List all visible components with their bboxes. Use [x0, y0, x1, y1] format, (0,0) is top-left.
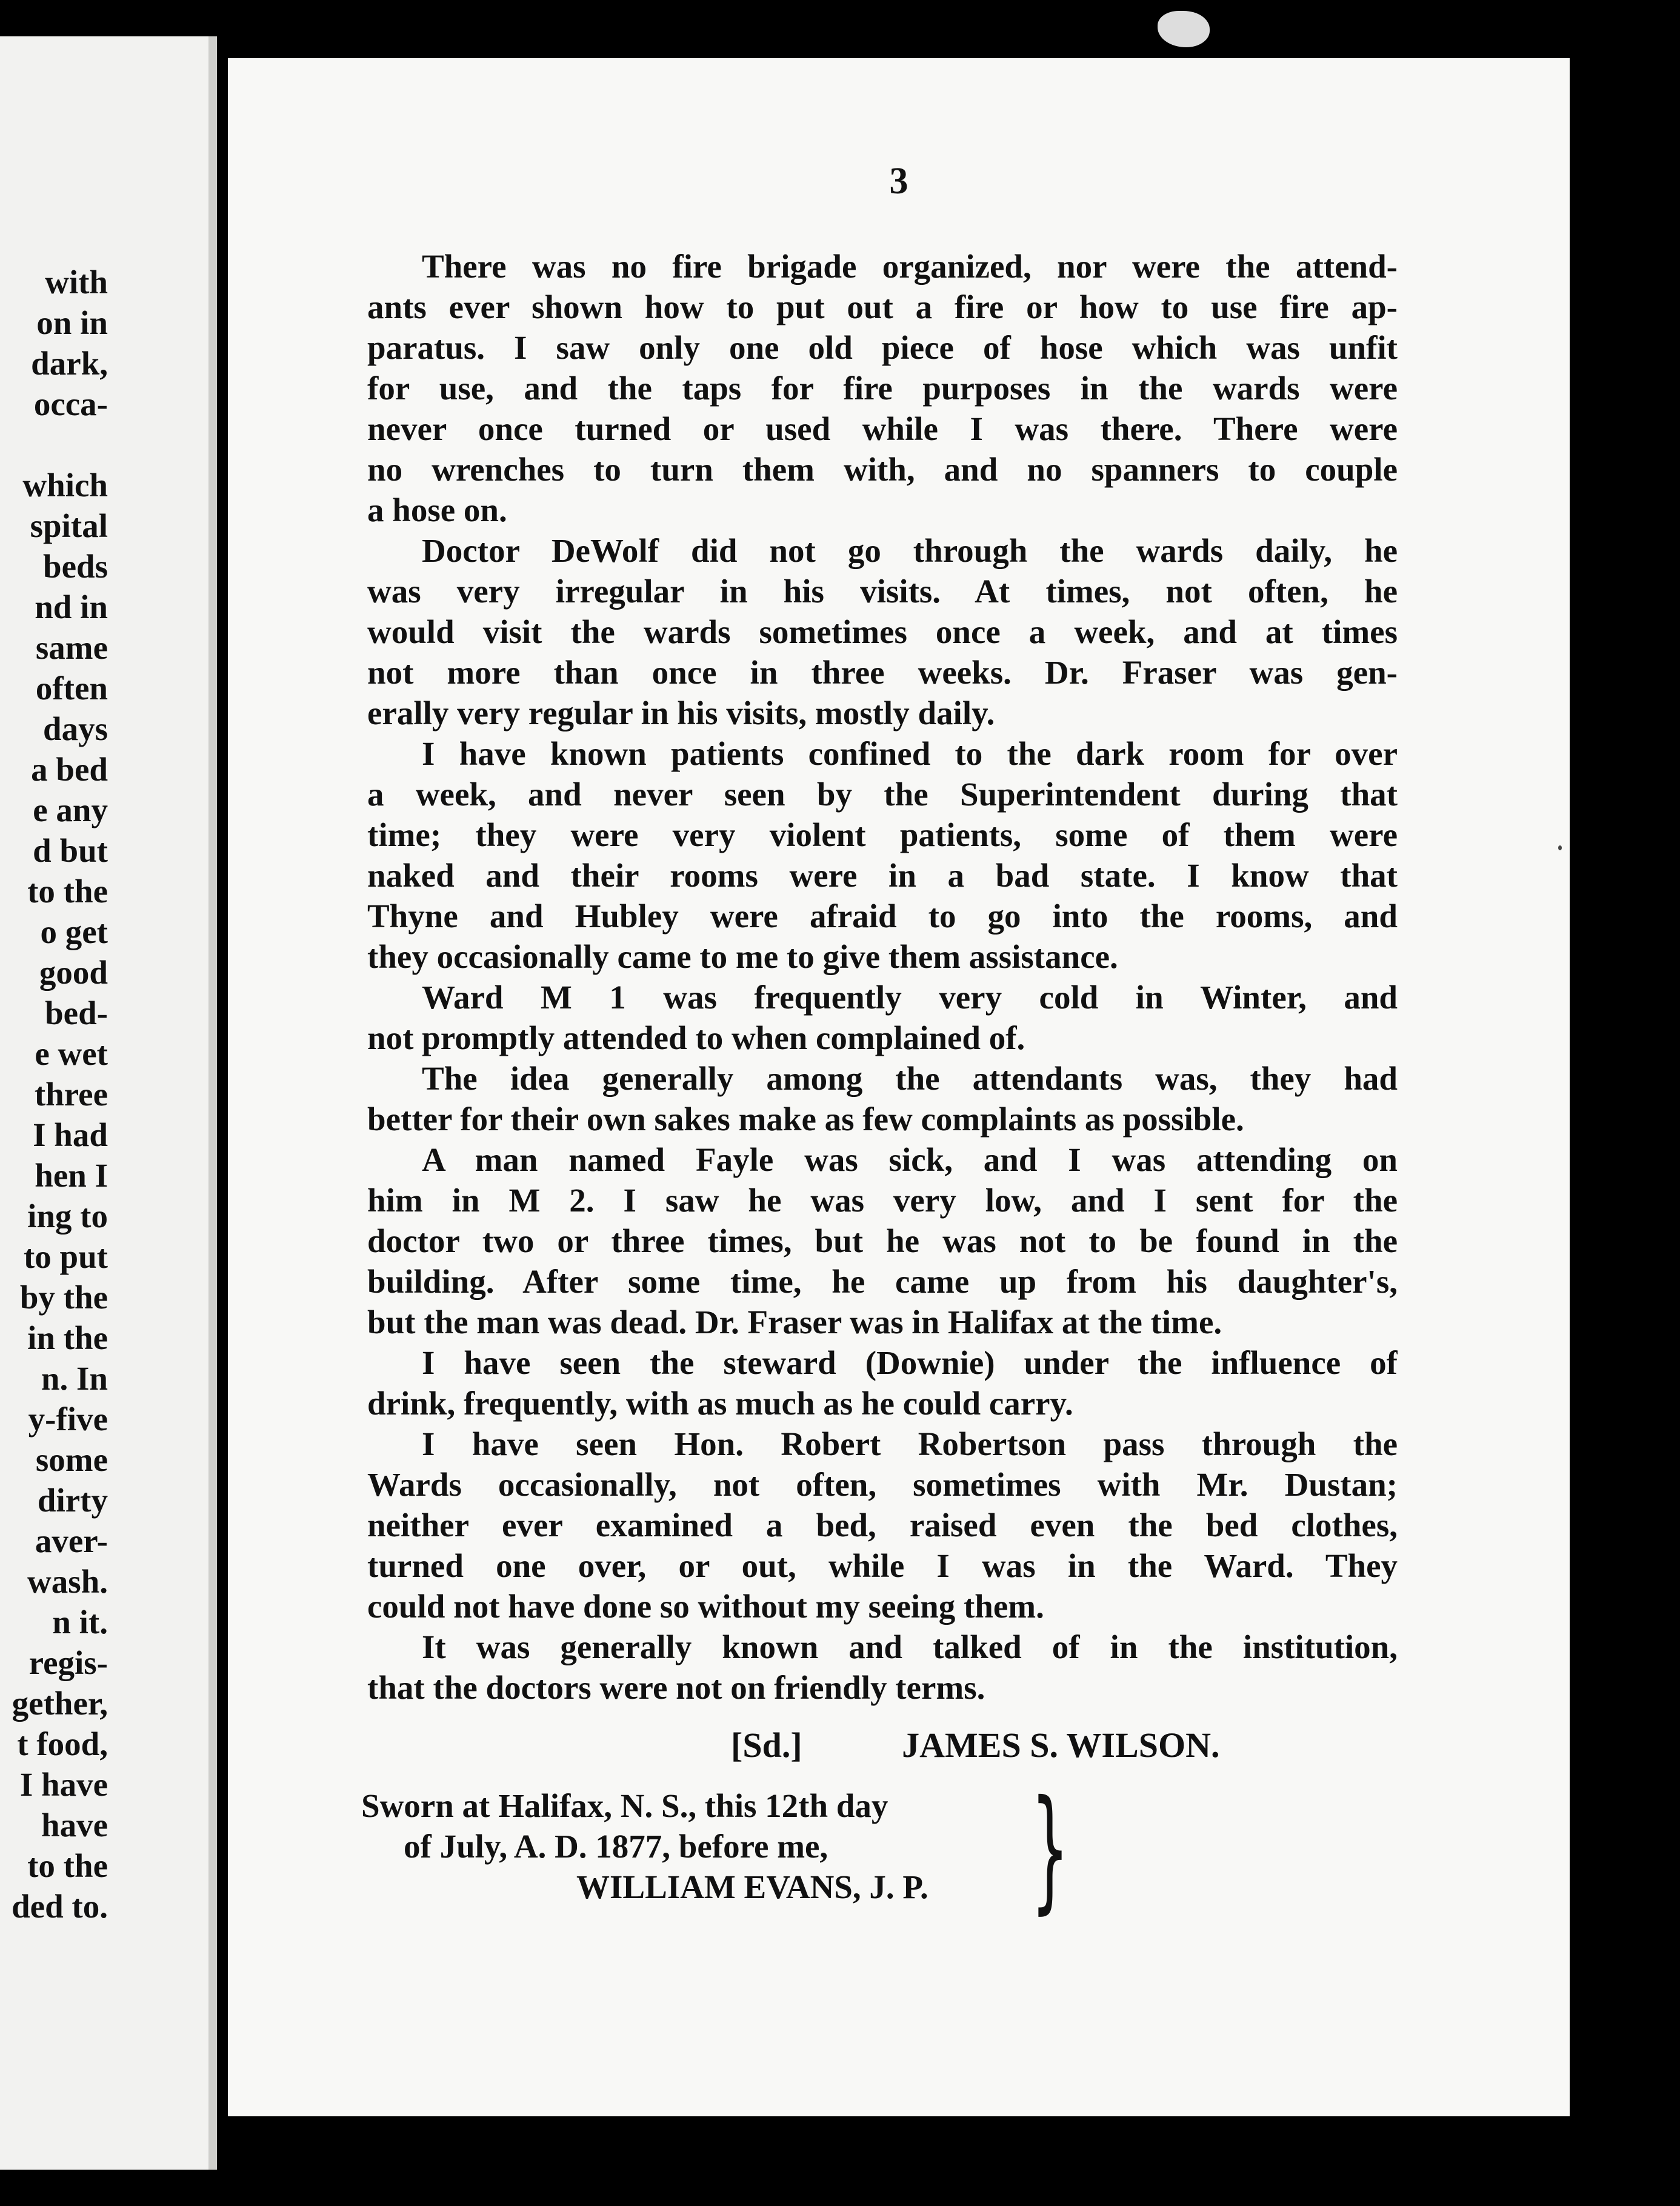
ink-blot [1158, 11, 1210, 47]
text-line: but the man was dead. Dr. Fraser was in Halifax at the time. [367, 1304, 1222, 1341]
previous-page-line: in the [27, 1319, 108, 1356]
previous-page-line: o get [40, 913, 108, 950]
text-line: turned one over, or out, while I was in the Ward. They [367, 1547, 1398, 1584]
text-line: time; they were very violent patients, some of them were [367, 816, 1398, 853]
previous-page-line: I had [33, 1116, 108, 1153]
text-line: Ward M 1 was frequently very cold in Winter, and [422, 979, 1398, 1016]
previous-page-line: spital [30, 507, 108, 544]
previous-page-line: a bed [31, 751, 108, 788]
text-line: not more than once in three weeks. Dr. Fraser was gen- [367, 654, 1398, 691]
previous-page-strip [0, 36, 217, 2170]
previous-page-line: bed- [45, 995, 108, 1031]
signatory-name: JAMES S. WILSON. [902, 1725, 1220, 1765]
previous-page-line: by the [19, 1279, 108, 1316]
text-line: Wards occasionally, not often, sometimes with Mr. Dustan; [367, 1466, 1398, 1503]
text-line: a hose on. [367, 492, 507, 528]
page-fold-shadow [208, 36, 217, 2170]
text-line: drink, frequently, with as much as he could carry. [367, 1385, 1073, 1422]
page [228, 58, 1570, 2116]
sworn-line-3: WILLIAM EVANS, J. P. [576, 1868, 928, 1905]
previous-page-line: with [45, 264, 108, 301]
previous-page-line: to the [27, 873, 108, 910]
text-line: building. After some time, he came up from his daughter's, [367, 1263, 1398, 1300]
previous-page-line: gether, [12, 1685, 108, 1722]
text-line: was very irregular in his visits. At times, not often, he [367, 573, 1398, 610]
previous-page-line: t food, [17, 1725, 108, 1762]
text-line: a week, and never seen by the Superintendent during that [367, 776, 1398, 813]
text-line: It was generally known and talked of in the institution, [422, 1628, 1398, 1665]
text-line: I have known patients confined to the dark room for over [422, 735, 1398, 772]
previous-page-line: occa- [33, 385, 108, 422]
previous-page-line: some [35, 1441, 108, 1478]
previous-page-line: good [39, 954, 108, 991]
text-line: naked and their rooms were in a bad state. I know that [367, 857, 1398, 894]
sworn-line-2: of July, A. D. 1877, before me, [404, 1828, 828, 1865]
body-text [367, 246, 1398, 1708]
text-line: that the doctors were not on friendly terms. [367, 1669, 985, 1706]
text-line: no wrenches to turn them with, and no spanners to couple [367, 451, 1398, 488]
speck [1558, 845, 1562, 850]
text-line: would visit the wards sometimes once a week, and at times [367, 613, 1398, 650]
signed-mark: [Sd.] [731, 1725, 802, 1765]
text-line: not promptly attended to when complained of. [367, 1019, 1025, 1056]
text-line: A man named Fayle was sick, and I was attending on [422, 1141, 1398, 1178]
previous-page-line: have [41, 1807, 108, 1844]
text-line: him in M 2. I saw he was very low, and I sent for the [367, 1182, 1398, 1219]
text-line: There was no fire brigade organized, nor were the attend- [422, 248, 1398, 285]
previous-page-line: hen I [35, 1157, 108, 1194]
text-line: could not have done so without my seeing them. [367, 1588, 1044, 1625]
sworn-statement [361, 1785, 928, 1907]
text-line: erally very regular in his visits, mostly daily. [367, 695, 995, 731]
previous-page-text [0, 262, 108, 1927]
signature-block [731, 1725, 1219, 1765]
previous-page-line: y-five [28, 1401, 108, 1438]
previous-page-line: d but [33, 832, 108, 869]
previous-page-line [0, 424, 108, 465]
previous-page-line: e any [33, 791, 108, 828]
text-line: I have seen the steward (Downie) under the influence of [422, 1344, 1398, 1381]
text-line: I have seen Hon. Robert Robertson pass through the [422, 1425, 1398, 1462]
previous-page-line: beds [43, 548, 108, 585]
text-line: Doctor DeWolf did not go through the wards daily, he [422, 532, 1398, 569]
text-line: neither ever examined a bed, raised even the bed clothes, [367, 1507, 1398, 1544]
text-line: The idea generally among the attendants was, they had [422, 1060, 1398, 1097]
previous-page-line: ded to. [12, 1888, 108, 1925]
previous-page-line: to the [27, 1847, 108, 1884]
previous-page-line: same [35, 629, 108, 666]
previous-page-line: aver- [35, 1522, 108, 1559]
previous-page-line: n it. [52, 1604, 108, 1641]
text-line: Thyne and Hubley were afraid to go into the rooms, and [367, 898, 1398, 935]
right-brace: } [1031, 1771, 1069, 1927]
previous-page-line: e wet [35, 1035, 108, 1072]
previous-page-line: often [35, 670, 108, 707]
previous-page-line: n. In [41, 1360, 108, 1397]
previous-page-line: dirty [37, 1482, 108, 1519]
text-line: paratus. I saw only one old piece of hose which was unfit [367, 329, 1398, 366]
previous-page-line: I have [19, 1766, 108, 1803]
previous-page-line: nd in [35, 588, 108, 625]
text-line: for use, and the taps for fire purposes in the wards were [367, 370, 1398, 407]
previous-page-line: to put [23, 1238, 108, 1275]
previous-page-line: three [34, 1076, 108, 1113]
previous-page-line: ing to [27, 1198, 108, 1235]
previous-page-line: dark, [31, 345, 108, 382]
text-line: better for their own sakes make as few complaints as possible. [367, 1101, 1244, 1138]
previous-page-line: on in [36, 304, 108, 341]
previous-page-line: days [43, 710, 108, 747]
text-line: doctor two or three times, but he was not to be found in the [367, 1222, 1398, 1259]
page-number: 3 [889, 161, 908, 202]
sworn-line-1: Sworn at Halifax, N. S., this 12th day [361, 1787, 888, 1824]
text-line: ants ever shown how to put out a fire or how to use fire ap- [367, 288, 1398, 325]
text-line: they occasionally came to me to give them assistance. [367, 938, 1118, 975]
previous-page-line: wash. [27, 1563, 108, 1600]
previous-page-line: regis- [28, 1644, 108, 1681]
previous-page-line: which [22, 467, 108, 504]
text-line: never once turned or used while I was there. There were [367, 410, 1398, 447]
